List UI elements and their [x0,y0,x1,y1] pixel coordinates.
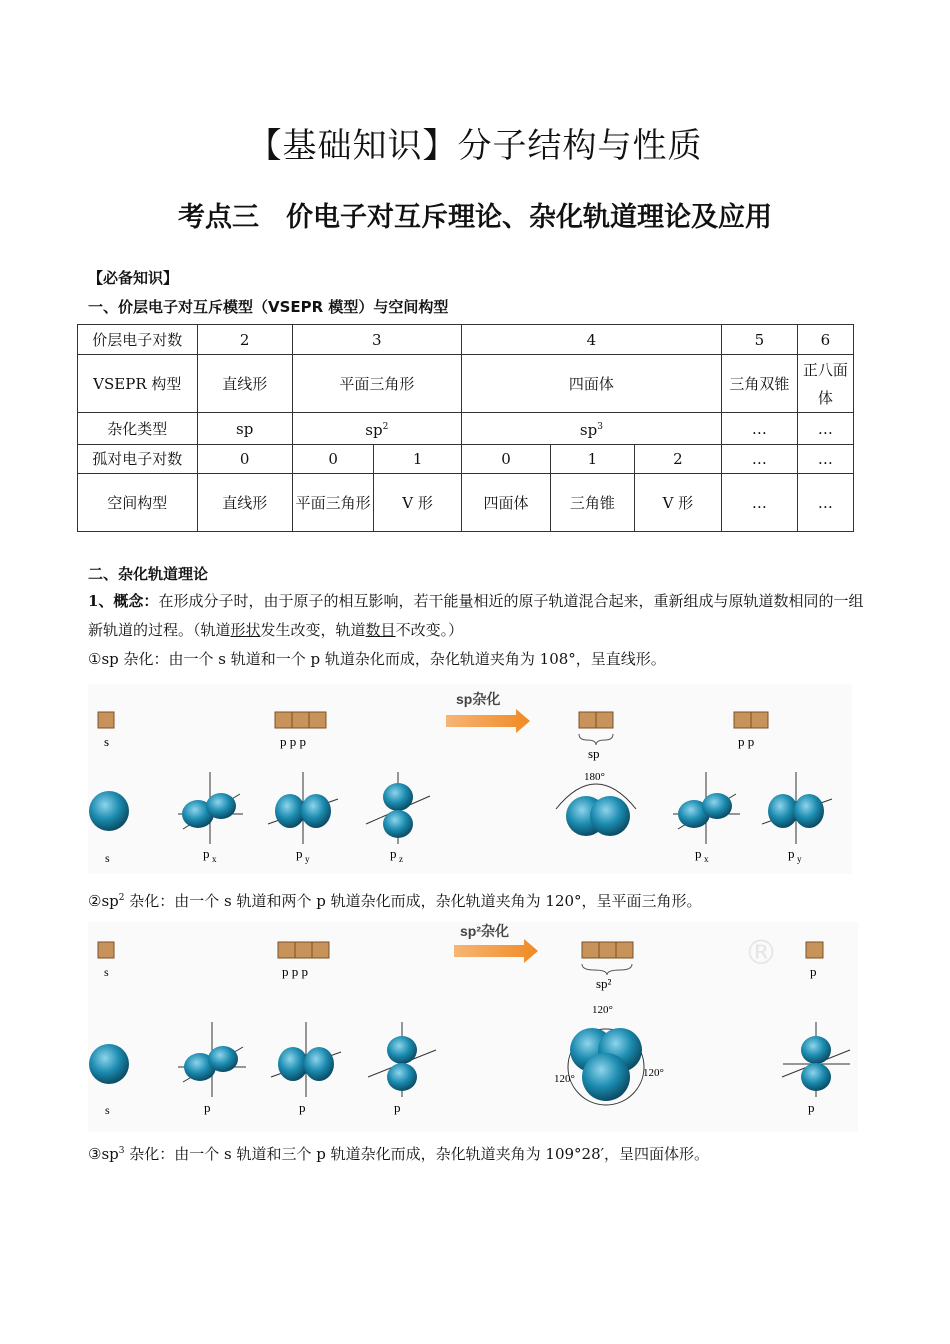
section-required-heading: 【必备知识】 [88,269,179,287]
px-orbital [178,1022,246,1115]
svg-text:y: y [797,854,802,864]
svg-text:p: p [299,1100,306,1115]
sp2-hybrid-orbital [554,1004,664,1105]
table-cell: 正八面体 [797,355,853,413]
svg-text:p: p [810,964,817,979]
vsepr-table [77,324,854,532]
angle-180-label: 180° [584,771,605,783]
sp-arrow-label: sp杂化 [456,691,501,707]
table-cell: 平面三角形 [292,474,374,532]
sp2-hybridization-figure [88,922,858,1132]
table-cell: 2 [634,445,721,474]
svg-text:s: s [105,1103,110,1117]
pp-label: p p [738,734,755,749]
py-orbital [268,772,338,864]
table-row [78,325,854,355]
svg-text:p: p [394,1100,401,1115]
table-cell: … [797,445,853,474]
px-orbital [178,772,243,864]
sp-hybrid-orbital [556,771,636,836]
py-orbital [762,772,832,864]
concept-paragraph: 1、概念：在形成分子时，由于原子的相互影响，若干能量相近的原子轨道混合起来，重新组成与原轨道数相同的一组新轨道的过程。（轨道形状发生改变，轨道数目不改变。） [88,592,864,639]
table-cell: 三角锥 [551,474,635,532]
table-row [78,474,854,532]
table-cell: 0 [197,445,292,474]
concept-label: 1、概念： [88,592,159,610]
table-cell: $sp^2$ [292,413,461,445]
table-cell: 0 [292,445,374,474]
svg-text:p: p [390,846,397,861]
pz-orbital [782,1022,850,1115]
table-cell: 4 [461,325,721,355]
svg-text:p: p [296,846,303,861]
s-orbital-box [98,712,114,728]
table-cell: 0 [461,445,550,474]
table-row [78,445,854,474]
angle-120-label: 120° [643,1067,664,1079]
registered-watermark: ® [744,933,778,973]
table-cell: … [722,474,798,532]
table-cell: 1 [374,445,461,474]
table-cell: 直线形 [197,355,292,413]
table-cell: 5 [722,325,798,355]
table-row [78,413,854,445]
svg-text:x: x [704,854,709,864]
arrow-icon [454,939,538,963]
svg-text:p: p [204,1100,211,1115]
angle-120-label: 120° [592,1004,613,1016]
section1-heading: 一、价层电子对互斥模型（VSEPR 模型）与空间构型 [88,298,449,316]
page-title: 【基础知识】分子结构与性质 [247,126,703,166]
table-cell: 直线形 [197,474,292,532]
pz-orbital [366,772,430,864]
sp-hybridization-figure [88,684,852,874]
table-cell: 四面体 [461,474,550,532]
svg-text:p p p: p p p [282,964,308,979]
table-cell: sp [197,413,292,445]
svg-text:s: s [104,965,109,979]
table-cell: 6 [797,325,853,355]
sp2-arrow-label: sp²杂化 [460,923,509,939]
ppp-label: p p p [280,734,306,749]
table-cell: 平面三角形 [292,355,461,413]
table-cell: V 形 [374,474,461,532]
s-orbital-sphere [89,1044,129,1084]
py-orbital [271,1022,341,1115]
page-subtitle: 考点三 价电子对互斥理论、杂化轨道理论及应用 [178,202,772,233]
table-cell: 3 [292,325,461,355]
table-cell: … [722,445,798,474]
px-orbital [673,772,740,864]
table-cell: $sp^3$ [461,413,721,445]
sp2-label: sp² [596,976,612,991]
arrow-icon [446,709,530,733]
table-cell: … [722,413,798,445]
svg-text:y: y [305,854,310,864]
svg-text:p: p [695,846,702,861]
svg-text:p: p [808,1100,815,1115]
table-cell: … [797,413,853,445]
svg-text:x: x [212,854,217,864]
table-cell: 四面体 [461,355,721,413]
table-cell: 杂化类型 [78,413,198,445]
sp-description: ①sp 杂化：由一个 s 轨道和一个 p 轨道杂化而成，杂化轨道夹角为 108°，呈直线形。 [88,650,666,668]
pz-orbital [368,1022,436,1115]
svg-text:z: z [399,854,403,864]
svg-text:p: p [788,846,795,861]
table-cell: 孤对电子对数 [78,445,198,474]
angle-120-label: 120° [554,1073,575,1085]
table-cell: 1 [551,445,635,474]
table-cell: 价层电子对数 [78,325,198,355]
svg-text:s: s [105,851,110,865]
s-orbital-sphere [89,791,129,831]
sp-label: sp [588,746,600,761]
sp2-description: $②sp^2$ 杂化：由一个 s 轨道和两个 p 轨道杂化而成，杂化轨道夹角为 120°，呈平面三角形。 [88,892,702,910]
table-cell: V 形 [634,474,721,532]
svg-text:p: p [203,846,210,861]
table-row [78,355,854,413]
section2-heading: 二、杂化轨道理论 [88,565,209,583]
table-cell: … [797,474,853,532]
sp3-description: $③sp^3$ 杂化：由一个 s 轨道和三个 p 轨道杂化而成，杂化轨道夹角为 109°28′，呈四面体形。 [88,1145,710,1163]
table-cell: 2 [197,325,292,355]
table-cell: 空间构型 [78,474,198,532]
table-cell: VSEPR 构型 [78,355,198,413]
s-box-label: s [104,734,110,749]
table-cell: 三角双锥 [722,355,798,413]
